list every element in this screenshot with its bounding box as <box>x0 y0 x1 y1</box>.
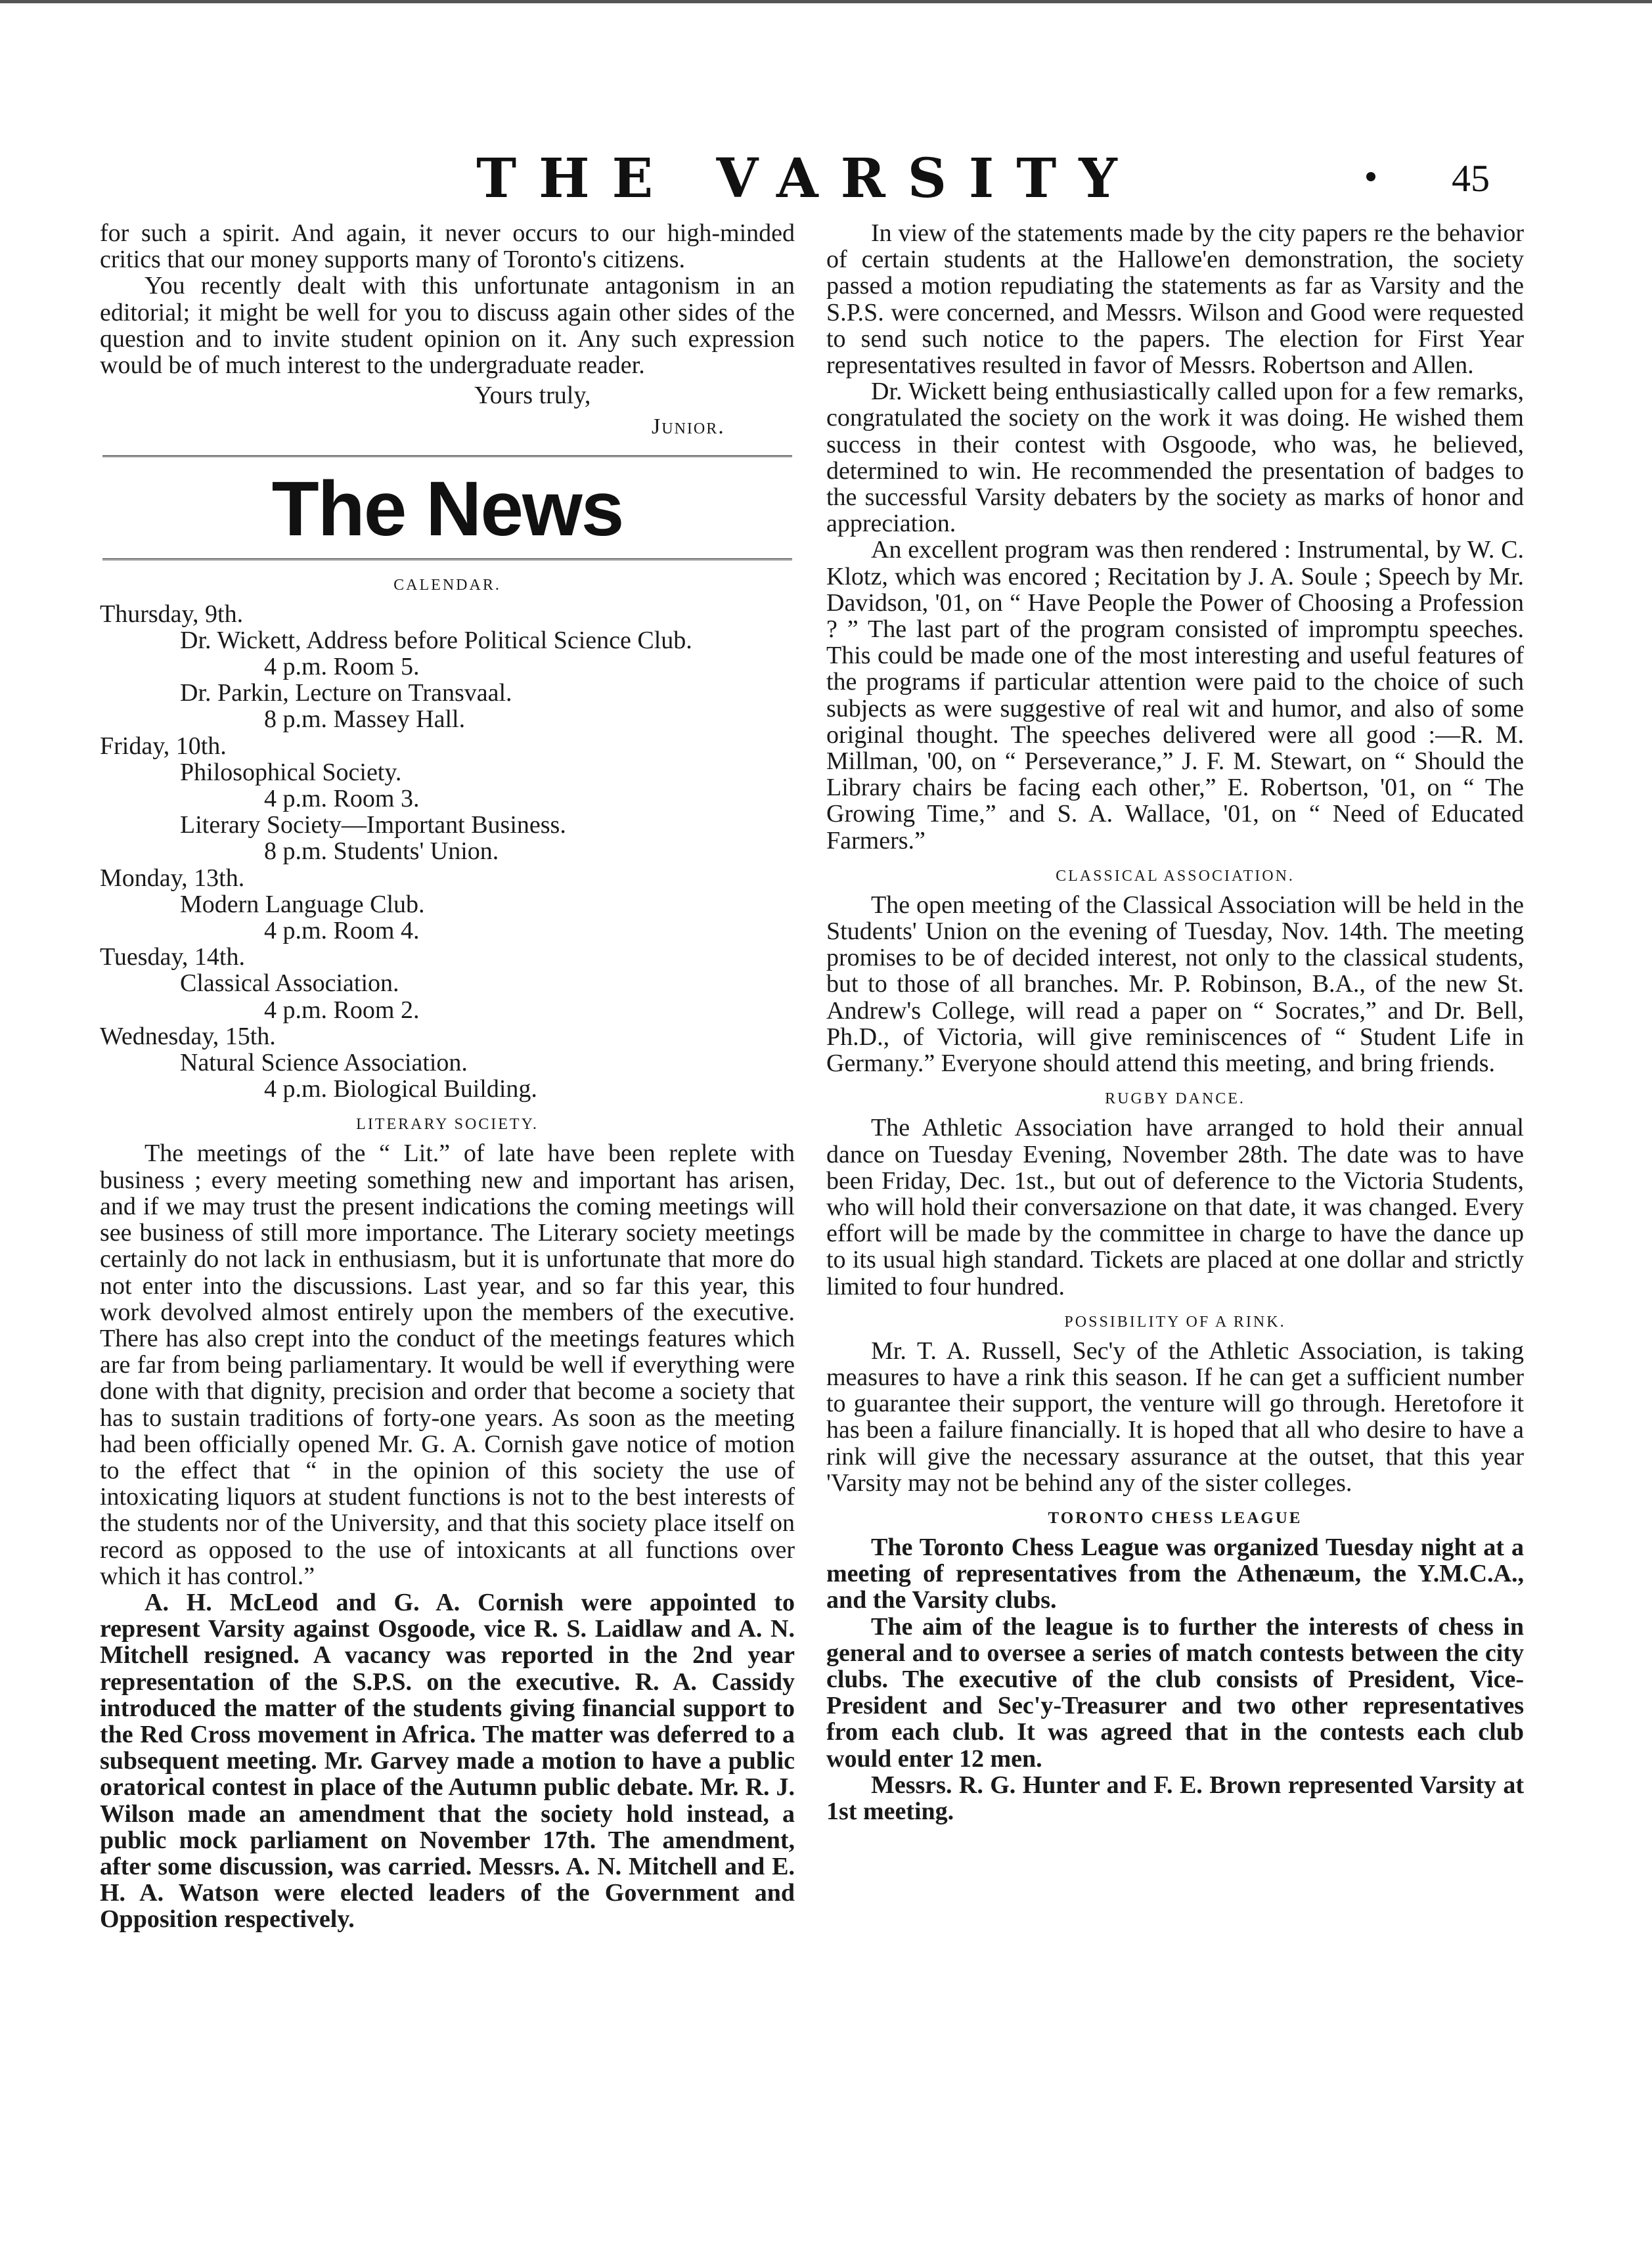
literary-paragraph: A. H. McLeod and G. A. Cornish were appointed to represent Varsity against Osgoode, vice R. S. Laidlaw and A. N. Mitchell resigned. A vacancy was reported in the 2nd year representation of the S.P.S. on the executive. R. A. Cassidy introduced the matter of the students giving financial support to the Red Cross movement in Africa. The matter was deferred to a subsequent meeting. Mr. Garvey made a motion to have a public oratorical contest in place of the Autumn public debate. Mr. R. J. Wilson made an amendment that the society hold instead, a public mock parliament on November 17th. The amendment, after some discussion, was carried. Messrs. A. N. Mitchell and E. H. A. Watson were elected leaders of the Government and Opposition respectively. <box>100 1588 795 1934</box>
letter-paragraph: for such a spirit. And again, it never occurs to our high-minded critics that our money supports many of Toronto's citizens. <box>100 219 795 274</box>
classical-paragraph: The open meeting of the Classical Association will be held in the Students' Union on the evening of Tuesday, Nov. 14th. The meeting promises to be of decided interest, not only to the classical students, but to those of all branches. Mr. P. Robinson, B.A., of the new St. Andrew's College, will read a paper on “ Socrates,” and Dr. Bell, Ph.D., of Victoria, will give reminiscences of “ Student Life in Germany.” Everyone should attend this meeting, and bring friends. <box>826 891 1524 1078</box>
calendar-time: 8 p.m. Massey Hall. <box>264 705 466 734</box>
chess-paragraph: The aim of the league is to further the interests of chess in general and to oversee a series of match contests between the city clubs. The executive of the club consists of President, Vice-President and Sec'y-Treasurer and two other representatives from each club. It was agreed that in the contests each club would enter 12 men. <box>826 1612 1524 1773</box>
calendar-time: 4 p.m. Room 2. <box>264 996 420 1024</box>
news-section-title: The News <box>271 465 623 552</box>
calendar-list <box>100 601 795 1103</box>
calendar-event: Natural Science Association. <box>180 1049 468 1077</box>
literary-paragraph: An excellent program was then rendered : Instrumental, by W. C. Klotz, which was encored ; Recitation by J. A. Soule ; Speech by Mr. Davidson, '01, on “ Have People the Power of Choosing a Profession ? ” The last part of the program consisted of impromptu speeches. This could be made one of the most interesting and useful features of the programs if particular attention were paid to the choice of such subjects as were suggestive of real wit and humor, and also of some original thought. The speeches delivered were all good :—R. M. Millman, '00, on “ Perseverance,” J. F. M. Stewart, on “ Should the Library chairs be facing each other,” E. Robertson, '01, on “ The Growing Time,” and S. A. Wallace, '01, on “ Need of Educated Farmers.” <box>826 536 1524 854</box>
header-dot <box>1366 172 1375 181</box>
letter-signature: Junior. <box>652 414 725 439</box>
news-bottom-rule <box>102 558 792 563</box>
calendar-event: Modern Language Club. <box>180 890 425 918</box>
calendar-event: Dr. Parkin, Lecture on Transvaal. <box>180 679 512 707</box>
classical-association-heading: CLASSICAL ASSOCIATION. <box>1056 867 1295 885</box>
calendar-time: 4 p.m. Room 4. <box>264 917 420 945</box>
letter-paragraph: You recently dealt with this unfortunate antagonism in an editorial; it might be well for you to discuss again other sides of the question and to invite student opinion on it. Any such expression would be of much interest to the undergraduate reader. <box>100 272 795 380</box>
calendar-day: Wednesday, 15th. <box>100 1022 276 1050</box>
rugby-dance-heading: RUGBY DANCE. <box>1105 1090 1245 1108</box>
rink-heading: POSSIBILITY OF A RINK. <box>1064 1313 1286 1331</box>
literary-paragraph: The meetings of the “ Lit.” of late have been replete with business ; every meeting something new and important has arisen, and if we may trust the present indications the coming meetings will see business of still more importance. The Literary society meetings certainly do not lack in enthusiasm, but it is unfortunate that more do not enter into the discussions. Last year, and so far this year, this work devolved almost entirely upon the members of the executive. There has also crept into the conduct of the meetings features which are far from being parliamentary. It would be well if everything were done with that dignity, precision and order that become a society that has to sustain traditions of forty-one years. As soon as the meeting had been officially opened Mr. G. A. Cornish gave notice of motion to the effect that “ in the opinion of this society the use of intoxicating liquors at student functions is not to the best interests of the students nor of the University, and that this society place itself on record as opposed to the use of intoxicants at all functions over which it has control.” <box>100 1140 795 1590</box>
page-top-rule <box>0 0 1652 3</box>
calendar-day: Monday, 13th. <box>100 864 245 892</box>
calendar-day: Friday, 10th. <box>100 732 227 760</box>
calendar-day: Thursday, 9th. <box>100 600 244 628</box>
rugby-paragraph: The Athletic Association have arranged to hold their annual dance on Tuesday Evening, November 28th. The date was to have been Friday, Dec. 1st., but out of deference to the Victoria Students, who will hold their conversazione on that date, it was changed. Every effort will be made by the committee in charge to have the dance up to its usual high standard. Tickets are placed at one dollar and strictly limited to four hundred. <box>826 1114 1524 1300</box>
page-number: 45 <box>1452 157 1490 200</box>
rink-paragraph: Mr. T. A. Russell, Sec'y of the Athletic Association, is taking measures to have a rink this season. If he can get a sufficient number to guarantee their support, the venture will go through. Heretofore it has been a failure financially. It is hoped that all who desire to have a rink will give the necessary assurance at the outset, that this year 'Varsity may not be behind any of the sister colleges. <box>826 1337 1524 1497</box>
masthead: THE VARSITY <box>476 147 1140 210</box>
calendar-time: 8 p.m. Students' Union. <box>264 837 499 866</box>
calendar-time: 4 p.m. Biological Building. <box>264 1075 537 1103</box>
literary-society-heading: LITERARY SOCIETY. <box>356 1116 539 1134</box>
calendar-event: Classical Association. <box>180 969 399 998</box>
letter-closing: Yours truly, <box>474 382 591 410</box>
literary-paragraph: In view of the statements made by the city papers re the behavior of certain students at the Hallowe'en demonstration, the society passed a motion repudiating the statements as far as Varsity and the S.P.S. were concerned, and Messrs. Wilson and Good were requested to send such notice to the papers. The election for First Year representatives resulted in favor of Messrs. Robertson and Allen. <box>826 219 1524 380</box>
chess-paragraph: Messrs. R. G. Hunter and F. E. Brown represented Varsity at 1st meeting. <box>826 1771 1524 1825</box>
chess-paragraph: The Toronto Chess League was organized Tuesday night at a meeting of representatives from the Athenæum, the Y.M.C.A., and the Varsity clubs. <box>826 1533 1524 1614</box>
calendar-heading: CALENDAR. <box>393 576 501 594</box>
calendar-event: Dr. Wickett, Address before Political Science Club. <box>180 626 692 654</box>
news-top-rule <box>102 455 792 460</box>
left-column <box>100 220 795 1933</box>
literary-paragraph: Dr. Wickett being enthusiastically called upon for a few remarks, congratulated the society on the work it was doing. He wished them success in their contest with Osgoode, who was, he believed, determined to win. He recommended the presentation of badges to the successful Varsity debaters by the society as marks of honor and appreciation. <box>826 378 1524 538</box>
calendar-time: 4 p.m. Room 5. <box>264 653 420 681</box>
chess-league-heading: TORONTO CHESS LEAGUE <box>1048 1509 1303 1527</box>
calendar-event: Philosophical Society. <box>180 758 402 786</box>
calendar-time: 4 p.m. Room 3. <box>264 785 420 813</box>
right-column <box>826 220 1524 1825</box>
calendar-event: Literary Society—Important Business. <box>180 811 566 839</box>
calendar-day: Tuesday, 14th. <box>100 943 245 971</box>
